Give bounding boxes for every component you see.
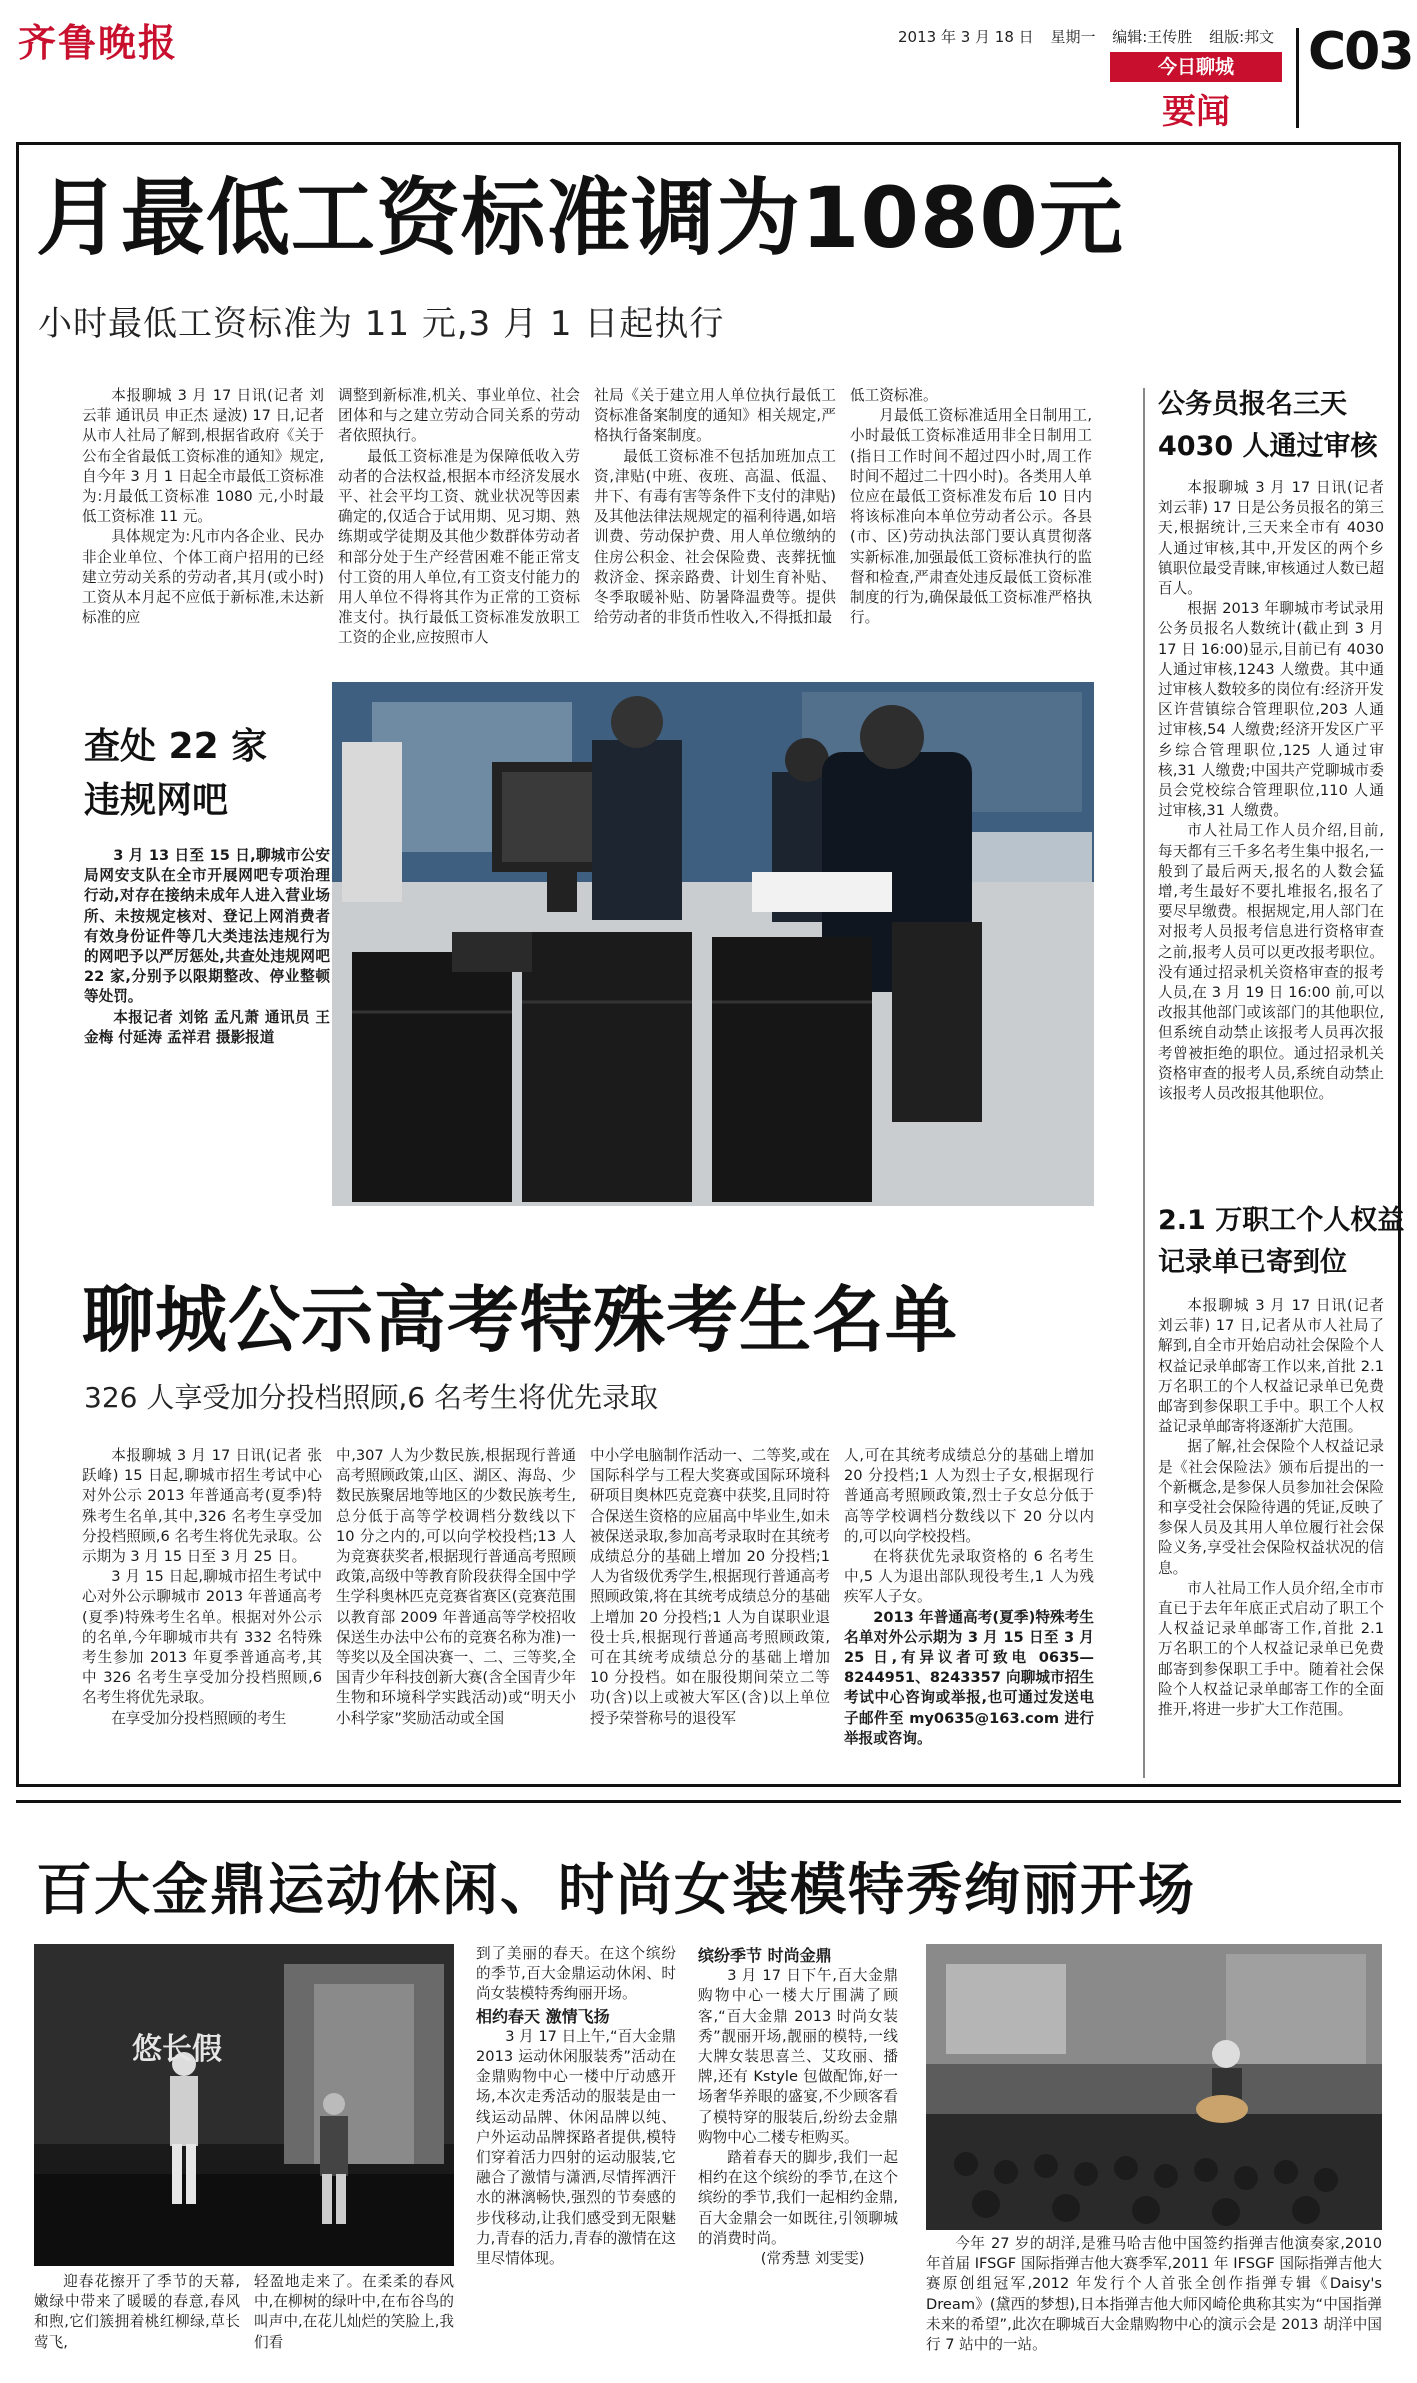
exam-column-3 (590, 1446, 830, 1778)
fashion-byline: (常秀慧 刘雯雯) (760, 2250, 865, 2268)
lead-paragraph: 社局《关于建立用人单位执行最低工资标准备案制度的通知》相关规定,严格执行备案制度。 (594, 387, 836, 445)
exam-paragraph: 在享受加分投档照顾的考生 (111, 1709, 287, 1727)
lead-headline: 月最低工资标准调为1080元 (36, 169, 1124, 267)
issue-date: 2013 年 3 月 18 日 (898, 28, 1034, 46)
fashion-paragraph: 轻盈地走来了。在柔柔的春风中,在柳树的绿叶中,在布谷鸟的叫声中,在花儿灿烂的笑脸上,我们看 (254, 2273, 454, 2351)
caption-paragraph: 今年 27 岁的胡洋,是雅马哈吉他中国签约指弹吉他演奏家,2010 年首届 IFSGF 国际指弹吉他大赛季军,2011 年 IFSGF 国际指弹吉他大赛原创组冠军,2012 年发行个人首张全创作指弹专辑《Daisy's Dream》(黛西的梦想),日本指弹吉他大师冈崎伦典称其实为“中国指弹未来的希望”,此次在聊城百大金鼎购物中心的演示会是 2013 胡洋中国行 7 站中的一站。 (926, 2235, 1382, 2354)
lead-paragraph: 低工资标准。 (850, 387, 938, 404)
fashion-headline: 百大金鼎运动休闲、时尚女装模特秀绚丽开场 (36, 1857, 1196, 1923)
fashion-column-3 (476, 1944, 676, 2368)
netcafe-headline (84, 720, 267, 828)
lead-column-2 (338, 386, 580, 654)
lead-column-1 (82, 386, 324, 654)
runway-photo-illustration (34, 1944, 454, 2266)
editor-credit: 编辑:王传胜 (1112, 28, 1193, 46)
guitar-photo-caption (926, 2234, 1382, 2368)
fashion-paragraph: 踏着春天的脚步,我们一起相约在这个缤纷的季节,在这个缤纷的季节,我们一起相约金鼎,百大金鼎会一如既往,引领聊城的消费时尚。 (698, 2149, 898, 2247)
civil-paragraph: 市人社局工作人员介绍,目前,每天都有三千多名考生集中报名,一般到了最后两天,报名的人数会猛增,考生最好不要扎堆报名,报名了要尽早缴费。根据规定,用人部门在对报考人员报考信息进行资格审查之前,报考人员可以更改报考职位。没有通过招录机关资格审查的报考人员,在 3 月 19 日 16:00 前,可以改报其他部门或该部门的其他职位,但系统自动禁止该报考人员再次报考曾被拒绝的职位。通过招录机关资格审查的报考人员,系统自动禁止该报考人员改报其他职位。 (1158, 822, 1384, 1103)
sidebar-divider (1143, 388, 1145, 1778)
runway-photo (34, 1944, 454, 2266)
civil-headline (1158, 384, 1378, 468)
exam-subhead: 326 人享受加分投档照顾,6 名考生将优先录取 (84, 1381, 658, 1414)
exam-column-2 (336, 1446, 576, 1778)
civil-headline-line: 4030 人通过审核 (1158, 431, 1378, 462)
exam-paragraph: 3 月 15 日起,聊城市招生考试中心对外公示聊城市 2013 年普通高考(夏季)特殊考生名单。根据对外公示的名单,今年聊城市共有 332 名特殊考生参加 2013 年夏季普通高考,其中 326 名考生享受加分投档照顾,6 名考生将优先录取。 (82, 1568, 322, 1707)
police-photo-illustration (332, 682, 1094, 1206)
lead-paragraph: 最低工资标准是为保障低收入劳动者的合法权益,根据本市经济发展水平、社会平均工资、就业状况等因素确定的,仅适合于试用期、见习期、熟练期或学徒期及其他少数群体劳动者和部分处于生产经营困难不能正常支付工资的用人单位,有工资支付能力的用人单位不得将其作为正常的工资标准支付。执行最低工资标准发放职工工资的企业,应按照市人 (338, 447, 580, 647)
fashion-column-1 (34, 2272, 240, 2368)
masthead-divider (1296, 28, 1299, 128)
lead-column-3 (594, 386, 836, 654)
issue-weekday: 星期一 (1050, 28, 1096, 46)
section-label: 今日聊城 (1110, 52, 1282, 82)
fashion-paragraph: 3 月 17 日上午,“百大金鼎 2013 运动休闲服装秀”活动在金鼎购物中心一楼中厅动感开场,本次走秀活动的服装是由一线运动品牌、休闲品牌以纯、户外运动品牌探路者提供,模特们穿着活力四射的运动服装,它融合了激情与潇洒,尽情挥洒汗水的淋漓畅快,强烈的节奏感的步伐移动,让我们感受到无限魅力,青春的活力,青春的激情在这里尽情体现。 (476, 2027, 676, 2268)
exam-column-1 (82, 1446, 322, 1778)
fashion-subheading: 缤纷季节 时尚金鼎 (698, 1946, 832, 1965)
netcafe-paragraph: 3 月 13 日至 15 日,聊城市公安局网安支队在全市开展网吧专项治理行动,对存在接纳未成年人进入营业场所、未按规定核对、登记上网消费者有效身份证件等几大类违法违规行为的网吧予以严厉惩处,共查处违规网吧 22 家,分别予以限期整改、停业整顿等处罚。 (84, 847, 330, 1006)
exam-paragraph: 2013 年普通高考(夏季)特殊考生名单对外公示期为 3 月 15 日至 3 月 25 日,有异议者可致电 0635—8244951、8243357 向聊城市招生考试中心咨询或举报,也可通过发送电子邮件至 my0635@163.com 进行举报或咨询。 (844, 1608, 1094, 1747)
netcafe-headline-line: 违规网吧 (84, 780, 229, 821)
newspaper-logo: 齐鲁晚报 (18, 20, 179, 65)
insurance-headline-line: 记录单已寄到位 (1158, 1247, 1347, 1278)
layout-credit: 组版:邦文 (1209, 28, 1275, 46)
lead-paragraph: 调整到新标准,机关、事业单位、社会团体和与之建立劳动合同关系的劳动者依照执行。 (338, 387, 580, 445)
masthead (0, 0, 1417, 140)
civil-body (1158, 478, 1384, 1194)
exam-paragraph: 本报聊城 3 月 17 日讯(记者 张跃峰) 15 日起,聊城市招生考试中心对外公示 2013 年普通高考(夏季)特殊考生名单,其中,326 名考生享受加分投档照顾,6 名考生将优先录取。公示期为 3 月 15 日至 3 月 25 日。 (82, 1447, 322, 1566)
fashion-column-4 (698, 1944, 898, 2368)
issue-info (898, 26, 1286, 47)
guitar-photo-illustration (926, 1944, 1382, 2230)
netcafe-headline-line: 查处 22 家 (84, 726, 268, 767)
civil-paragraph: 本报聊城 3 月 17 日讯(记者 刘云菲) 17 日是公务员报名的第三天,根据统计,三天来全市有 4030 人通过审核,其中,开发区的两个乡镇职位最受青睐,审核通过人数已超百人。 (1158, 479, 1384, 598)
fashion-paragraph: 到了美丽的春天。在这个缤纷的季节,百大金鼎运动休闲、时尚女装模特秀绚丽开场。 (476, 1945, 676, 2003)
exam-column-4 (844, 1446, 1094, 1778)
insurance-paragraph: 本报聊城 3 月 17 日讯(记者 刘云菲) 17 日,记者从市人社局了解到,自全市开始启动社会保险个人权益记录单邮寄工作以来,首批 2.1 万名职工的个人权益记录单已免费邮寄到参保职工手中。职工个人权益记录单邮寄将逐渐扩大范围。 (1158, 1297, 1384, 1436)
exam-headline: 聊城公示高考特殊考生名单 (82, 1278, 959, 1362)
exam-paragraph: 中,307 人为少数民族,根据现行普通高考照顾政策,山区、湖区、海岛、少数民族聚居地等地区的少数民族考生,总分低于高等学校调档分数线以下 10 分之内的,可以向学校投档;13 人为竞赛获奖者,根据现行普通高考照顾政策,高级中等教育阶段获得全国中学生学科奥林匹克竞赛省赛区(竞赛范围以教育部 2009 年普通高等学校招收保送生办法中公布的竞赛名称为准)一等奖以及全国决赛一、二、三等奖,全国青少年科技创新大赛(含全国青少年生物和环境科学实践活动)或“明天小小科学家”奖励活动或全国 (336, 1447, 576, 1727)
insurance-body (1158, 1296, 1384, 1776)
lead-paragraph: 月最低工资标准适用全日制用工,小时最低工资标准适用非全日制用工(指日工作时间不超过四小时,周工作时间不超过二十四小时)。各类用人单位应在最低工资标准发布后 10 日内将该标准向本单位劳动者公示。各县(市、区)劳动执法部门要认真贯彻落实新标准,加强最低工资标准执行的监督和检查,严肃查处违反最低工资标准制度的行为,确保最低工资标准严格执行。 (850, 407, 1092, 627)
insurance-paragraph: 据了解,社会保险个人权益记录是《社会保险法》颁布后提出的一个新概念,是参保人员参加社会保险和享受社会保险待遇的凭证,反映了参保人员及其用人单位履行社会保险义务,享受社会保险权益状况的信息。 (1158, 1438, 1384, 1577)
fashion-column-2 (254, 2272, 454, 2368)
civil-headline-line: 公务员报名三天 (1158, 389, 1347, 420)
exam-paragraph: 人,可在其统考成绩总分的基础上增加 20 分投档;1 人为烈士子女,根据现行普通高考照顾政策,烈士子女总分低于高等学校调档分数线以下 20 分以内的,可以向学校投档。 (844, 1447, 1094, 1545)
civil-paragraph: 根据 2013 年聊城市考试录用公务员报名人数统计(截止到 3 月 17 日 16:00)显示,目前已有 4030 人通过审核,1243 人缴费。其中通过审核人数较多的岗位有:经济开发区许营镇综合管理职位,203 人通过审核,54 人缴费;经济开发区广平乡综合管理职位,125 人通过审核,31 人缴费;中国共产党聊城市委员会党校综合管理职位,110 人通过审核,31 人缴费。 (1158, 600, 1384, 820)
lead-subhead: 小时最低工资标准为 11 元,3 月 1 日起执行 (38, 304, 725, 344)
runway-stage-text: 悠长假 (132, 2032, 222, 2067)
lead-paragraph: 本报聊城 3 月 17 日讯(记者 刘云菲 通讯员 申正杰 逯波) 17 日,记者从市人社局了解到,根据省政府《关于公布全省最低工资标准的通知》规定,自今年 3 月 1 日起全市最低工资标准为:月最低工资标准 1080 元,小时最低工资标准 11 元。 (82, 387, 324, 526)
page-number: C03 (1308, 22, 1413, 82)
photo-credit: 本报记者 刘铭 孟凡萧 通讯员 王金梅 付延涛 孟祥君 摄影报道 (84, 1008, 330, 1046)
lead-paragraph: 具体规定为:凡市内各企业、民办非企业单位、个体工商户招用的已经建立劳动关系的劳动者,其月(或小时)工资从本月起不应低于新标准,未达新标准的应 (82, 528, 324, 627)
fashion-subheading: 相约春天 激情飞扬 (476, 2006, 610, 2026)
netcafe-body (84, 846, 330, 1116)
fashion-paragraph: 3 月 17 日下午,百大金鼎购物中心一楼大厅围满了顾客,“百大金鼎 2013 时尚女装秀”靓丽开场,靓丽的模特,一线大牌女装思喜兰、艾玫丽、播牌,还有 Kstyle 包做配饰,好一场奢华养眼的盛宴,不少顾客看了模特穿的服装后,纷纷去金鼎购物中心二楼专柜购买。 (698, 1967, 898, 2146)
insurance-headline-line: 2.1 万职工个人权益 (1158, 1205, 1405, 1236)
lead-column-4 (850, 386, 1092, 654)
exam-paragraph: 在将获优先录取资格的 6 名考生中,5 人为退出部队现役考生,1 人为残疾军人子女。 (844, 1548, 1094, 1606)
exam-paragraph: 中小学电脑制作活动一、二等奖,或在国际科学与工程大奖赛或国际环境科研项目奥林匹克竞赛中获奖,且同时符合保送生资格的应届高中毕业生,如未被保送录取,参加高考录取时在其统考成绩总分的基础上增加 20 分投档;1 人为省级优秀学生,根据现行普通高考照顾政策,将在其统考成绩总分的基础上增加 20 分投档;1 人为自谋职业退役士兵,根据现行普通高考照顾政策,可在其统考成绩总分的基础上增加 10 分投档。如在服役期间荣立二等功(含)以上或被大军区(含)以上单位授予荣誉称号的退役军 (590, 1447, 830, 1727)
insurance-paragraph: 市人社局工作人员介绍,全市市直已于去年年底正式启动了职工个人权益记录单邮寄工作,首批 2.1 万名职工的个人权益记录单已免费邮寄到参保职工手中。随着社会保险个人权益记录单邮寄工作的全面推开,将进一步扩大工作范围。 (1158, 1579, 1384, 1719)
police-inspection-photo (332, 682, 1094, 1206)
lead-paragraph: 最低工资标准不包括加班加点工资,津贴(中班、夜班、高温、低温、井下、有毒有害等条件下支付的津贴)及其他法律法规规定的福利待遇,如培训费、劳动保护费、用人单位缴纳的住房公积金、社会保险费、丧葬抚恤救济金、探亲路费、计划生育补贴、冬季取暖补贴、防暑降温费等。提供给劳动者的非货币性收入,不得抵扣最 (594, 447, 836, 627)
fashion-paragraph: 迎春花擦开了季节的天幕,嫩绿中带来了暖暖的春意,春风和煦,它们簇拥着桃红柳绿,草长莺飞, (34, 2273, 240, 2351)
insurance-headline (1158, 1200, 1404, 1284)
section-name: 要闻 (1162, 92, 1230, 132)
guitar-performance-photo (926, 1944, 1382, 2230)
